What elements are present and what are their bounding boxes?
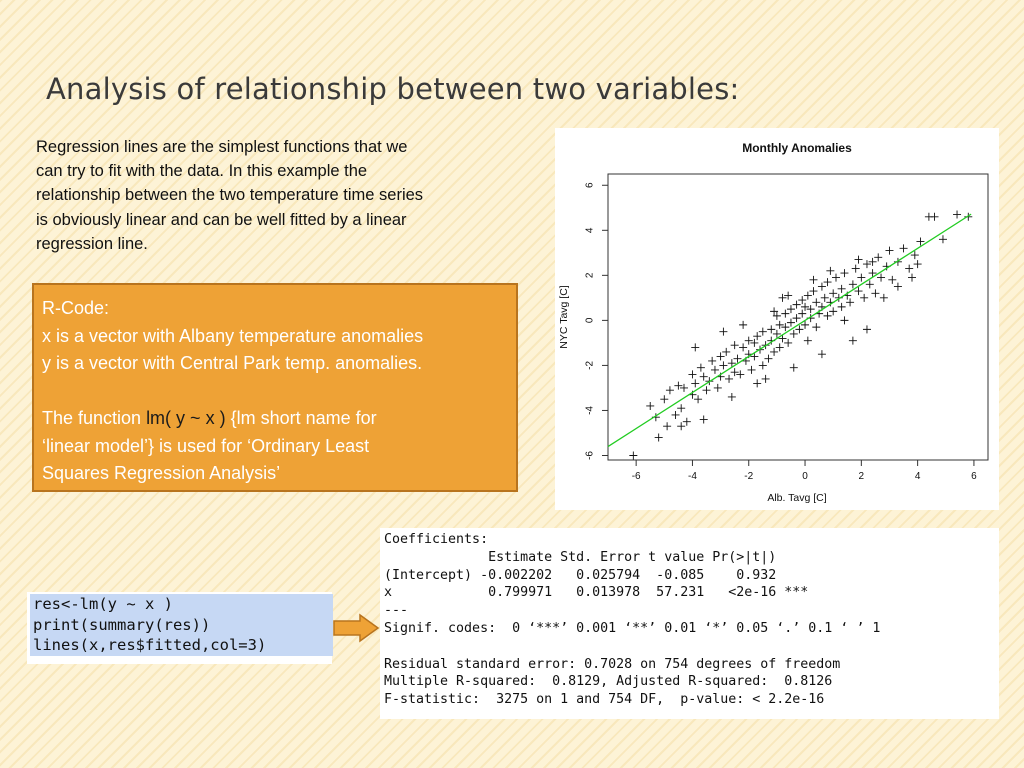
y-tick-label: 2 xyxy=(584,272,596,279)
data-point xyxy=(719,328,727,336)
output-line: F-statistic: 3275 on 1 and 754 DF, p-value: < 2.2e-16 xyxy=(384,692,825,708)
y-tick-label: 6 xyxy=(584,182,596,189)
data-point xyxy=(900,244,908,252)
data-point xyxy=(660,395,668,403)
y-axis xyxy=(585,182,608,460)
output-line: (Intercept) -0.002202 0.025794 -0.085 0.932 xyxy=(384,567,777,583)
data-point xyxy=(728,393,736,401)
regression-line xyxy=(608,214,971,446)
data-point xyxy=(905,265,913,273)
data-point xyxy=(824,312,832,320)
data-point xyxy=(914,260,922,268)
data-point xyxy=(812,298,820,306)
y-tick-label: 4 xyxy=(584,227,596,234)
data-point xyxy=(714,384,722,392)
regression-summary-output xyxy=(380,528,999,719)
data-point xyxy=(885,247,893,255)
data-point xyxy=(703,386,711,394)
data-point xyxy=(925,213,933,221)
data-point xyxy=(781,310,789,318)
scatter-chart xyxy=(555,128,999,510)
data-point xyxy=(753,379,761,387)
data-point xyxy=(849,337,857,345)
data-point xyxy=(852,265,860,273)
data-point xyxy=(646,402,654,410)
data-point xyxy=(764,355,772,363)
data-point xyxy=(787,319,795,327)
output-line: Multiple R-squared: 0.8129, Adjusted R-squared: 0.8126 xyxy=(384,674,833,690)
data-point xyxy=(781,323,789,331)
y-tick-label: -2 xyxy=(584,360,596,370)
data-point xyxy=(663,422,671,430)
x-tick-label: -6 xyxy=(631,471,641,482)
data-point xyxy=(731,368,739,376)
intro-paragraph: Regression lines are the simplest functions that we can try to fit with the data. In this example the relationship between the two temperature time series is obviously linear and can be well fitted by a linear regression line. xyxy=(36,138,424,253)
x-tick-label: -4 xyxy=(687,471,697,482)
r-code-callout xyxy=(32,283,518,492)
data-point xyxy=(674,382,682,390)
data-point xyxy=(832,274,840,282)
y-tick-label: -6 xyxy=(584,451,596,460)
data-point xyxy=(736,370,744,378)
data-point xyxy=(759,328,767,336)
output-line xyxy=(384,638,995,656)
output-line: Residual standard error: 0.7028 on 754 degrees of freedom xyxy=(384,656,841,672)
output-line: Signif. codes: 0 ‘***’ 0.001 ‘**’ 0.01 ‘*’ 0.05 ‘.’ 0.1 ‘ ’ 1 xyxy=(384,620,881,636)
data-point xyxy=(629,451,637,459)
data-point xyxy=(722,348,730,356)
data-point xyxy=(680,384,688,392)
code-line: print(summary(res)) xyxy=(33,615,211,634)
data-point xyxy=(880,294,888,302)
data-point xyxy=(784,339,792,347)
data-point xyxy=(770,348,778,356)
data-point xyxy=(953,211,961,219)
data-point xyxy=(807,305,815,313)
data-point xyxy=(840,269,848,277)
data-point xyxy=(871,289,879,297)
data-point xyxy=(877,274,885,282)
function-prefix: The function xyxy=(42,408,147,428)
y-tick-label: 0 xyxy=(584,317,596,324)
x-description: x is a vector with Albany temperature anomalies xyxy=(42,325,424,346)
data-point xyxy=(666,386,674,394)
output-line: x 0.799971 0.013978 57.231 <2e-16 *** xyxy=(384,585,809,601)
x-tick-label: 2 xyxy=(858,471,865,482)
data-point xyxy=(745,337,753,345)
data-point xyxy=(697,364,705,372)
data-point xyxy=(804,337,812,345)
data-point xyxy=(748,366,756,374)
data-point xyxy=(863,260,871,268)
data-point xyxy=(767,325,775,333)
x-tick-label: -2 xyxy=(744,471,754,482)
x-tick-label: 4 xyxy=(914,471,921,482)
data-point xyxy=(939,235,947,243)
code-line: res<-lm(y ~ x ) xyxy=(33,595,173,613)
data-point xyxy=(829,289,837,297)
data-point xyxy=(874,253,882,261)
data-point xyxy=(818,350,826,358)
data-point xyxy=(809,276,817,284)
data-point xyxy=(708,357,716,365)
data-point xyxy=(838,303,846,311)
data-point xyxy=(790,330,798,338)
data-point xyxy=(857,274,865,282)
chart-title: Monthly Anomalies xyxy=(742,141,852,155)
r-code-snippet xyxy=(27,592,332,664)
scatter-points xyxy=(629,211,972,460)
data-point xyxy=(776,321,784,329)
data-point xyxy=(787,305,795,313)
data-point xyxy=(759,361,767,369)
x-tick-label: 6 xyxy=(971,471,977,482)
data-point xyxy=(779,294,787,302)
data-point xyxy=(683,418,691,426)
output-line: Coefficients: xyxy=(384,532,489,547)
data-point xyxy=(849,280,857,288)
data-point xyxy=(818,283,826,291)
data-point xyxy=(711,366,719,374)
data-point xyxy=(691,343,699,351)
data-point xyxy=(894,283,902,291)
output-line: --- xyxy=(384,603,409,619)
data-point xyxy=(688,370,696,378)
data-point xyxy=(731,341,739,349)
data-point xyxy=(793,301,801,309)
x-axis-label: Alb. Tavg [C] xyxy=(767,492,827,504)
data-point xyxy=(829,307,837,315)
data-point xyxy=(809,287,817,295)
function-line-2: ‘linear model’} is used for ‘Ordinary Least xyxy=(42,435,370,456)
data-point xyxy=(826,267,834,275)
data-point xyxy=(888,276,896,284)
data-point xyxy=(863,325,871,333)
data-point xyxy=(784,292,792,300)
data-point xyxy=(776,343,784,351)
data-point xyxy=(964,213,972,221)
data-point xyxy=(793,314,801,322)
data-point xyxy=(700,415,708,423)
data-point xyxy=(804,292,812,300)
data-point xyxy=(739,343,747,351)
data-point xyxy=(869,258,877,266)
data-point xyxy=(725,375,733,383)
function-rest: {lm short name for xyxy=(225,408,377,428)
data-point xyxy=(677,404,685,412)
data-point xyxy=(762,375,770,383)
data-point xyxy=(821,294,829,302)
output-line: Estimate Std. Error t value Pr(>|t|) xyxy=(384,549,777,565)
function-line-3: Squares Regression Analysis’ xyxy=(42,463,281,483)
function-line-1 xyxy=(42,405,508,433)
data-point xyxy=(719,361,727,369)
data-point xyxy=(840,316,848,324)
data-point xyxy=(677,422,685,430)
data-point xyxy=(717,352,725,360)
y-axis-label: NYC Tavg [C] xyxy=(558,285,570,349)
data-point xyxy=(739,321,747,329)
data-point xyxy=(908,274,916,282)
data-point xyxy=(694,395,702,403)
page-title: Analysis of relationship between two variables: xyxy=(46,72,740,106)
data-point xyxy=(672,411,680,419)
data-point xyxy=(855,256,863,264)
data-point xyxy=(655,433,663,441)
code-line: lines(x,res$fitted,col=3) xyxy=(33,636,267,654)
y-tick-label: -4 xyxy=(584,406,596,415)
data-point xyxy=(838,285,846,293)
code-highlight xyxy=(30,594,333,656)
function-name: lm( y ~ x ) xyxy=(146,408,226,428)
data-point xyxy=(824,278,832,286)
scatter-chart-panel xyxy=(555,128,999,510)
data-point xyxy=(860,294,868,302)
x-axis xyxy=(632,460,977,482)
data-point xyxy=(700,373,708,381)
y-description: y is a vector with Central Park temp. anomalies. xyxy=(42,353,423,373)
data-point xyxy=(691,379,699,387)
data-point xyxy=(812,323,820,331)
x-tick-label: 0 xyxy=(802,471,808,482)
data-point xyxy=(790,364,798,372)
right-arrow-icon xyxy=(332,613,380,643)
r-code-heading: R-Code: xyxy=(42,298,110,318)
